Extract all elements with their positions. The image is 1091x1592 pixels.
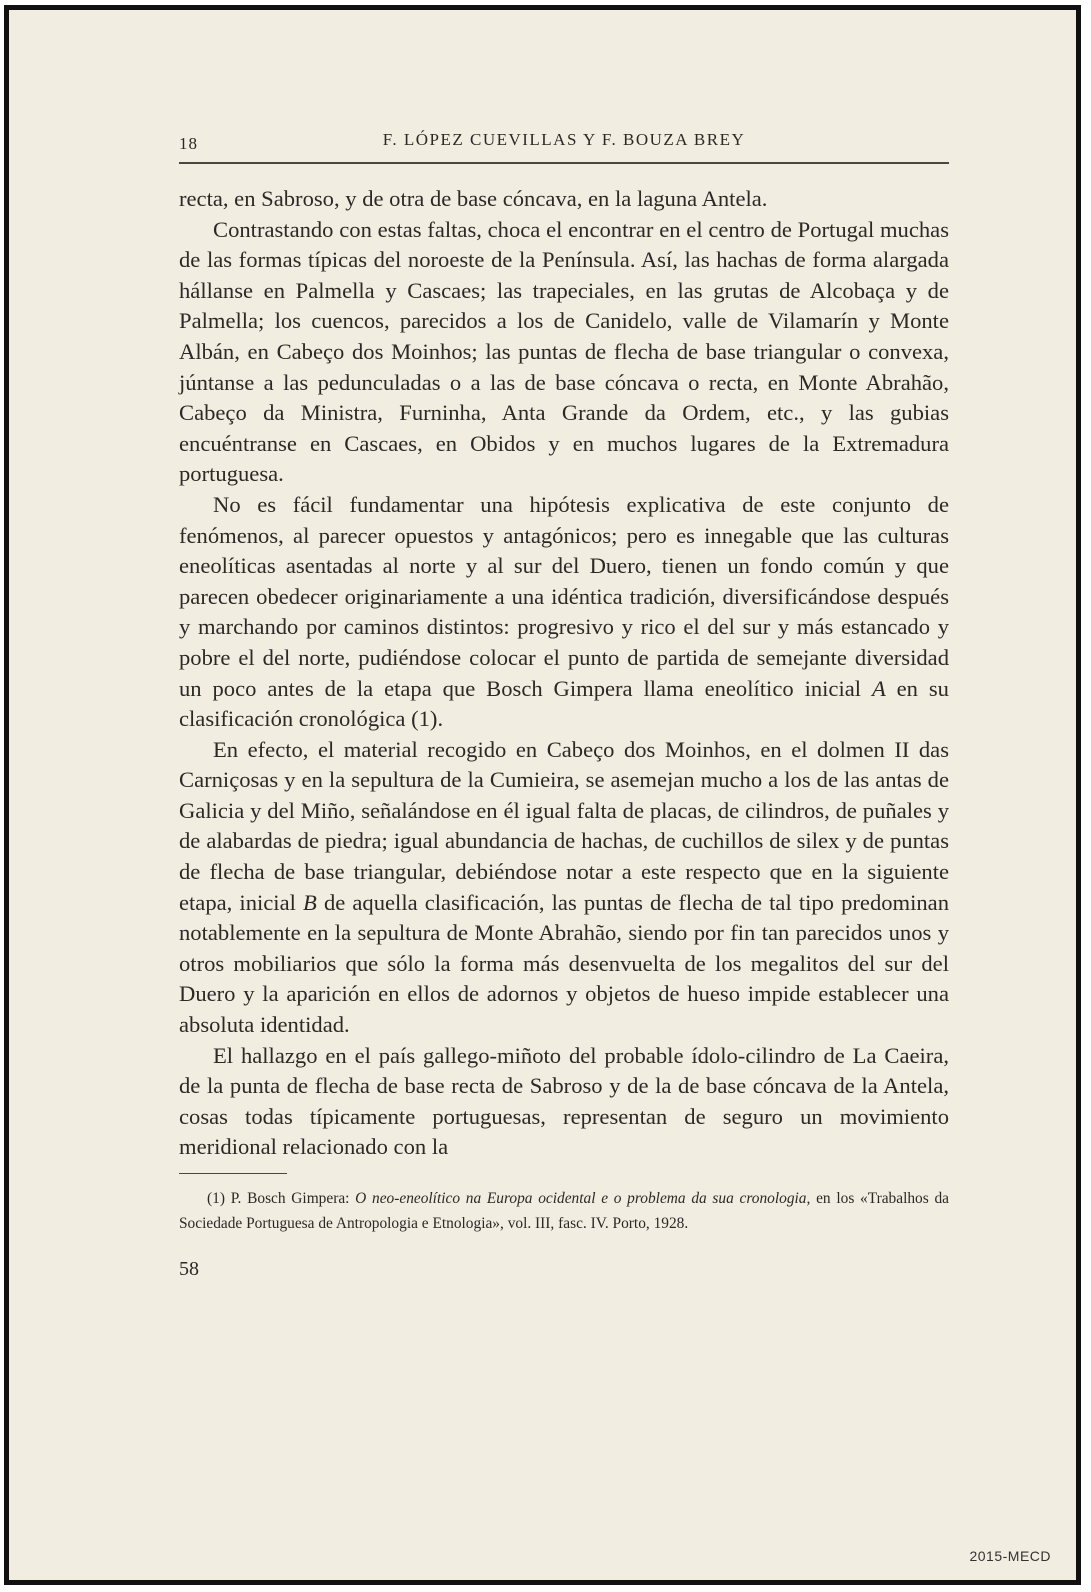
folio-number: 18 xyxy=(179,134,198,153)
footnote-mark: (1) xyxy=(207,1190,225,1207)
paragraph-3-text-a: No es fácil fundamentar una hipótesis explicativa de este conjunto de fenómenos, al parecer opuestos y antagónicos; pero es innegable que las culturas eneolíticas asentadas al norte y al sur del Duero, tienen un fondo común y que parecen obedecer originariamente a una idéntica tradición, diversificándose después y marchando por caminos distintos: progresivo y rico el del sur y más estancado y pobre el del norte, pudiéndose colocar el punto de partida de semejante diversidad un poco antes de la etapa que Bosch Gimpera llama eneolítico inicial xyxy=(179,491,949,701)
footnote-title: O neo-eneolítico na Europa ocidental e o problema da sua cronologia, xyxy=(355,1190,811,1207)
page-frame xyxy=(4,5,1081,1585)
page-number: 58 xyxy=(179,1258,199,1280)
footnote-reference: en los «Trabalhos da Sociedade Portuguesa de Antropologia e Etnologia», vol. III, fasc. IV. Porto, 1928. xyxy=(179,1190,949,1232)
paragraph-5: El hallazgo en el país gallego-miñoto del probable ídolo-cilindro de La Caeira, de la punta de flecha de base recta de Sabroso y de la de base cóncava de la Antela, cosas todas típicamente portuguesas, representan de seguro un movimiento meridional relacionado con la xyxy=(179,1042,949,1160)
watermark: 2015-MECD xyxy=(969,1548,1051,1564)
footnote xyxy=(179,1186,949,1236)
paragraph-1: recta, en Sabroso, y de otra de base cóncava, en la laguna Antela. xyxy=(179,186,768,211)
body-text xyxy=(179,184,949,1163)
paragraph-4-text-a: En efecto, el material recogido en Cabeço dos Moinhos, en el dolmen II das Carniçosas y en la sepultura de la Cumieira, se asemejan mucho a los de las antas de Galicia y del Miño, señalándose en él igual falta de placas, de cilindros, de puñales y de alabardas de piedra; igual abundancia de hachas, de cuchillos de silex y de puntas de flecha de base triangular, debiéndose notar a este respecto que en la siguiente etapa, inicial xyxy=(179,736,949,915)
paragraph-2: Contrastando con estas faltas, choca el encontrar en el centro de Portugal muchas de las formas típicas del noroeste de la Península. Así, las hachas de forma alargada hállanse en Palmella y Cascaes; las trapeciales, en las grutas de Alcobaça y de Palmella; los cuencos, parecidos a los de Canidelo, valle de Vilamarín y Monte Albán, en Cabeço dos Moinhos; las puntas de flecha de base triangular o convexa, júntanse a las pedunculadas o a las de base cóncava o recta, en Monte Abrahão, Cabeço da Ministra, Furninha, Anta Grande da Ordem, etc., y las gubias encuéntranse en Cascaes, en Obidos y en muchos lugares de la Extremadura portuguesa. xyxy=(179,216,949,487)
paragraph-3-text-b: en su clasificación cronológica (1). xyxy=(179,675,949,732)
paragraph-3 xyxy=(179,490,949,735)
paragraph-4 xyxy=(179,735,949,1041)
paragraph-4-italic: B xyxy=(303,889,317,915)
page-header xyxy=(179,120,949,164)
paragraph-4-text-b: de aquella clasificación, las puntas de flecha de tal tipo predominan notablemente en la sepultura de Monte Abrahão, siendo por fin tan parecidos unos y otros mobiliarios que sólo la forma más desenvuelta de los megalitos del sur del Duero y la aparición en ellos de adornos y objetos de hueso impide establecer una absoluta identidad. xyxy=(179,889,950,1038)
book-page xyxy=(179,120,949,1281)
footnote-rule xyxy=(179,1173,287,1174)
footnote-author: P. Bosch Gimpera: xyxy=(230,1190,350,1207)
running-head: F. LÓPEZ CUEVILLAS Y F. BOUZA BREY xyxy=(382,130,746,149)
paragraph-3-italic: A xyxy=(871,675,886,701)
